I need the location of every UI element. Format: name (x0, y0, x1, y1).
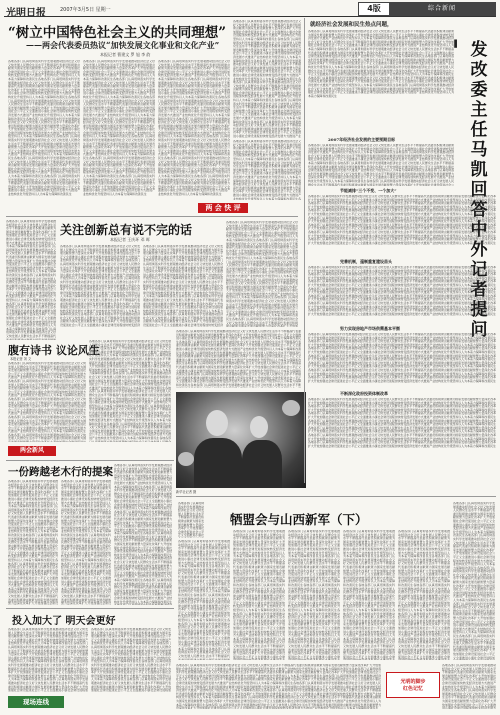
page-number: 4版 (359, 3, 389, 15)
forum-tag: 两 会 快 评 (198, 203, 248, 213)
right-subhead-4: 努力实现房地产市场供需基本平衡 (340, 326, 400, 331)
right-intro: 就经济社会发展和民生热点问题， (310, 22, 393, 28)
lead-subhead: ——两会代表委员热议“加快发展文化事业和文化产业” (26, 40, 220, 50)
leagues-article-col1 (178, 540, 230, 660)
divider (6, 216, 298, 217)
innovation-article-col3 (226, 221, 298, 327)
innovation-byline: 本报记者 王庆环 邓 晖 (110, 237, 150, 242)
divider-3 (176, 496, 496, 497)
right-subhead-1: 2007年经济社会发展的主要预期目标 (328, 137, 396, 142)
corruption-article-col2 (89, 340, 171, 442)
divider-2 (6, 460, 174, 461)
proposal-article-col2 (61, 480, 111, 605)
right-article-col6 (308, 398, 496, 484)
culture-headline: 投入加大了 明天会更好 (12, 616, 116, 627)
lead-article-col1 (8, 60, 80, 200)
bottom-tag: 现场连线 (8, 696, 64, 708)
culture-article-col4 (442, 664, 496, 709)
leagues-sidebar (178, 502, 204, 538)
left-narrow-col (6, 220, 56, 340)
page-section-name: 综合新闻 (389, 3, 495, 15)
right-article-col1 (308, 30, 454, 134)
leagues-article-col6 (453, 502, 495, 660)
innovation-headline: 关注创新总有说不完的话 (60, 223, 193, 237)
news-tag: 两会新风 (8, 446, 56, 456)
leagues-article-col3 (288, 530, 340, 660)
divider-4 (6, 608, 174, 609)
lead-article-col3 (158, 60, 230, 200)
right-article-col5 (308, 333, 496, 389)
leagues-article-col5 (398, 530, 450, 660)
right-article-col3 (308, 195, 496, 257)
right-subhead-3: 完善机制，遏制重复建设苗头 (340, 259, 392, 264)
culture-article-col1 (8, 628, 88, 692)
photo-caption: 新华社记者 摄 (176, 490, 197, 494)
header-rule (4, 16, 496, 17)
right-subhead-2: 节能减排“三个不变、一个加大” (340, 188, 397, 193)
lead-headline: “树立中国特色社会主义的共同理想” (8, 25, 227, 41)
page-label (358, 2, 496, 16)
corruption-article-col1 (8, 362, 86, 442)
proposal-article-col1 (8, 480, 58, 605)
culture-article-col3 (176, 664, 381, 709)
lead-article-col2 (83, 60, 155, 200)
culture-article-col2 (91, 628, 171, 692)
leagues-headline: 牺盟会与山西新军（下） (230, 512, 368, 527)
lead-article-col5 (233, 140, 301, 200)
header-date: 2007年3月5日 星期一 (60, 7, 111, 13)
column-rule (304, 18, 305, 483)
stamp-line-2: 红色记忆 (402, 686, 423, 692)
innovation-article-col1 (60, 245, 140, 327)
right-article-col4 (308, 266, 496, 324)
right-title: 发改委主任马凯回答中外记者提问 (470, 40, 488, 340)
lead-byline: 本报记者 曹建文 罗 旭 李 韵 (100, 52, 151, 57)
proposal-article-col3 (114, 464, 172, 605)
proposal-headline: 一份跨越老木行的提案 (8, 466, 113, 478)
masthead: 光明日报 (6, 8, 46, 19)
stamp-line-1: 光明的脚步 (400, 679, 426, 685)
right-kicker: ▌ (454, 40, 460, 48)
leagues-article-col4 (343, 530, 395, 660)
right-subhead-5: 不断深化政府投资体制改革 (340, 391, 388, 396)
corruption-byline: 本报记者 刘 文 (10, 357, 32, 361)
leagues-article-col2 (233, 530, 285, 660)
corruption-article-col3 (176, 330, 301, 388)
corruption-headline: 腹有诗书 议论风生 (8, 344, 100, 357)
right-article-col2 (308, 144, 454, 186)
news-photo (176, 392, 306, 488)
red-stamp (386, 672, 440, 698)
innovation-article-col2 (143, 245, 223, 327)
lead-article-col4 (233, 20, 301, 138)
